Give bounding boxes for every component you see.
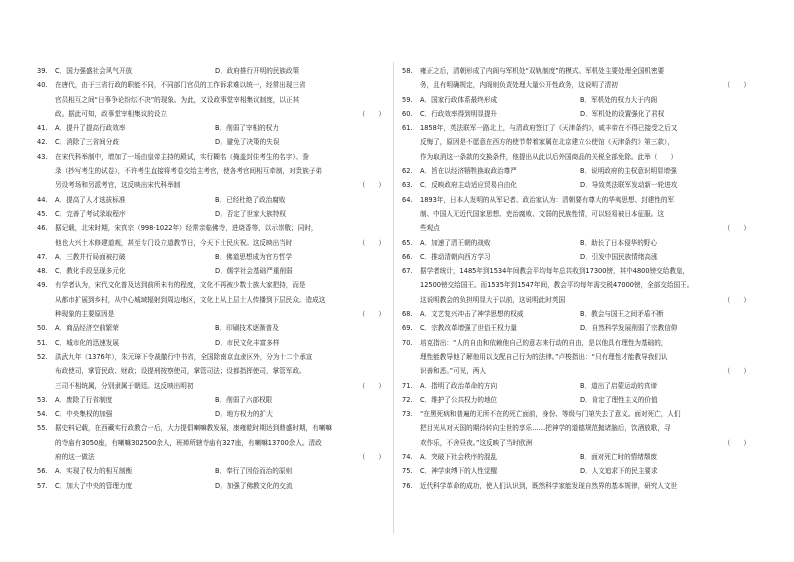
question-number: 58. (402, 67, 413, 75)
question-number: 63. (402, 181, 413, 190)
question-text: 据记载，北宋时期，宋真宗（998-1022年）经常亲临佛寺，进烧香等，以示崇敬；同时， (55, 224, 318, 233)
question-text: 在唐代，由于三省行政的职能不同，不同部门官员的工作诉求难以统一，经常出现三省 (55, 81, 306, 90)
question-line (37, 64, 391, 78)
question-text: 作为取消这一条款的交换条件，他提出从此以后外国商品的关税全部免除。此举（ ） (420, 152, 678, 161)
question-text: 有学者认为，宋代文化普及达到前所未有的程度，文化不再被少数士族大家把持，而是 (55, 281, 306, 290)
option-right: D．导致英法联军发动新一轮进攻 (580, 181, 678, 190)
option-right: D．政府推行开明的民族政策 (215, 67, 300, 75)
option-right: B．已经杜绝了政治腐败 (215, 195, 286, 204)
question-number: 43. (37, 152, 48, 161)
option-left: A．指明了政治革命的方向 (420, 381, 498, 390)
question-text: 务，且有明确规定，内阁则负责处理大量公开性政务，这说明了清初 (420, 81, 618, 90)
question-text: “在黑死病和普遍的无所不在的死亡面前，身份、等级与门第失去了意义。面对死亡，人们 (420, 410, 681, 419)
question-text: 府的这一做法 (55, 453, 95, 462)
question-number: 68. (402, 310, 413, 319)
answer-blank: （ ） (358, 453, 385, 462)
question-number: 76. (402, 481, 413, 490)
question-line (402, 135, 756, 149)
option-left: C．反映政府主动适应贸易自由化 (420, 181, 517, 190)
answer-blank: （ ） (358, 181, 385, 190)
question-line (402, 250, 756, 264)
option-right: B．面对死亡时的情绪颓废 (580, 453, 658, 462)
option-right: B．奉行了因俗而治的原则 (215, 467, 293, 476)
question-number: 70. (402, 338, 413, 347)
question-line (402, 421, 756, 435)
question-line (37, 93, 391, 107)
question-line (402, 321, 756, 335)
question-line (37, 121, 391, 135)
option-left: A．加速了清王朝的战败 (420, 238, 491, 247)
question-number: 39. (37, 67, 48, 75)
question-line (37, 293, 391, 307)
answer-blank: （ ） (723, 367, 750, 376)
question-text: 1893年，日本人发明的从军记者、政治家认为：清朝要有尊大的华夷思想、封建性的军 (420, 195, 675, 204)
question-number: 64. (402, 195, 413, 204)
question-number: 44. (37, 195, 48, 204)
question-text: 1858年，英法联军一路北上，与清政府签订了《天津条约》，咸丰帝在不得已接受之后又 (420, 124, 678, 133)
question-line (402, 236, 756, 250)
question-line (402, 150, 756, 164)
option-right: D．加强了佛教文化的交流 (215, 481, 293, 490)
question-line (37, 250, 391, 264)
option-left: C．加大了中央的管理力度 (55, 481, 133, 490)
question-line (37, 450, 391, 464)
option-right: D．肯定了理性主义的价值 (580, 395, 658, 404)
question-line (37, 207, 391, 221)
option-left: A．提高了人才选拔标准 (55, 195, 126, 204)
question-text: 理性能教导他了解他用以支配自己行为的法律。”卢梭指出：“只有理性才能教导我们认 (420, 352, 668, 361)
question-line (37, 407, 391, 421)
question-text: 把目光从对天国的期待转向尘世的享乐……把神学的道德规范抛诸脑后，饮酒放歌，寻 (420, 424, 671, 433)
question-number: 59. (402, 95, 413, 104)
left-column (37, 64, 391, 493)
question-number: 52. (37, 352, 48, 361)
option-left: C．城市化的迅速发展 (55, 338, 119, 347)
answer-blank: （ ） (358, 238, 385, 247)
option-right: B．削弱了六部权限 (215, 395, 273, 404)
question-line (402, 164, 756, 178)
question-number: 40. (37, 81, 48, 90)
question-text: 另设考场和另派考官，这反映出宋代科举制 (55, 181, 181, 190)
question-line (37, 193, 391, 207)
option-left: C．教化手段呈现多元化 (55, 267, 126, 276)
option-right: D．市民文化丰富多样 (215, 338, 280, 347)
question-text: 从都市扩展到乡村，从中心城域辐射到周边地区，文化上从上层士人传播到下层民众。造成这 (55, 295, 326, 304)
question-text: 12500镑交给国王。而1535年到1547年间，教会平均每年需交税47000镑，全部交给国王。 (420, 281, 694, 290)
question-text: 洪武九年（1376年），朱元璋下令裁撤行中书省，全国除南京直隶区外，分为十二个承宣 (55, 352, 313, 361)
question-number: 49. (37, 281, 48, 290)
question-line (402, 479, 756, 493)
option-right: B．助长了日本侵华的野心 (580, 238, 658, 247)
question-line (402, 78, 756, 92)
option-left: C．完善了考试录取程序 (55, 209, 126, 218)
question-text: 布政使司，掌管民政、财政；设提刑按察使司，掌管司法；设都指挥使司，掌管军政。 (55, 367, 306, 376)
option-right: B．说明政府的主权意识明显增强 (580, 167, 677, 176)
question-text: 三司不相统属，分别隶属于朝廷。这反映出明初 (55, 381, 194, 390)
option-right: B．佛道思想成为官方哲学 (215, 252, 293, 261)
question-number: 55. (37, 424, 48, 433)
answer-blank: （ ） (723, 81, 750, 90)
question-line (37, 379, 391, 393)
answer-blank: （ ） (723, 224, 750, 233)
question-number: 56. (37, 467, 48, 476)
option-right: D．儒学社会基础严重削弱 (215, 267, 293, 276)
question-line (402, 364, 756, 378)
question-line (37, 78, 391, 92)
question-number: 62. (402, 167, 413, 176)
question-line (37, 364, 391, 378)
answer-blank: （ ） (358, 310, 385, 319)
question-line (37, 150, 391, 164)
question-text: 欢作乐，不舍昼夜。”这反映了当时欧洲 (420, 438, 533, 447)
question-number: 66. (402, 252, 413, 261)
question-line (37, 421, 391, 435)
question-number: 65. (402, 238, 413, 247)
option-left: C．行政效率得到明显提升 (420, 109, 498, 118)
question-number: 75. (402, 467, 413, 476)
question-text: 官员相互之间“日事争论纷纭不决”的现象。为此，又设政事堂宰相集议制度，以正其 (55, 95, 300, 104)
question-line (37, 278, 391, 292)
question-line (37, 107, 391, 121)
option-left: A．实现了权力的相互制衡 (55, 467, 133, 476)
question-line (37, 236, 391, 250)
question-line (37, 221, 391, 235)
option-right: D．避免了决策的失误 (215, 138, 280, 147)
option-right: D．人文追求下的民主要求 (580, 467, 658, 476)
question-number: 48. (37, 267, 48, 276)
option-left: C．维护了公共权力的地位 (420, 395, 498, 404)
question-line (402, 307, 756, 321)
option-left: A．突破下社会秩序的混乱 (420, 453, 498, 462)
question-line (402, 264, 756, 278)
question-line (402, 336, 756, 350)
question-number: 61. (402, 124, 413, 133)
question-line (402, 221, 756, 235)
option-right: B．印刷技术逐渐普及 (215, 324, 279, 333)
question-line (402, 278, 756, 292)
question-number: 51. (37, 338, 48, 347)
question-text: 制、中国人无近代国家思想、吏治腐败、文弱的民族性情，可以轻易被日本征服。这 (420, 209, 664, 218)
option-left: A．三教并行局面被打破 (55, 252, 126, 261)
question-number: 71. (402, 381, 413, 390)
question-number: 72. (402, 395, 413, 404)
question-line (402, 207, 756, 221)
option-left: C．中央集权的加强 (55, 410, 113, 419)
question-text: 据史料记载，在西藏实行政教合一后，大力提倡喇嘛教发展，康雍乾时期达到鼎盛时期，有喇嘛 (55, 424, 332, 433)
answer-blank: （ ） (723, 438, 750, 447)
option-left: A．文艺复兴冲击了神学思想的权威 (420, 310, 524, 319)
question-number: 50. (37, 324, 48, 333)
question-number: 57. (37, 481, 48, 490)
option-left: C．消除了三省间分歧 (55, 138, 119, 147)
option-right: B．道出了启蒙运动的真谛 (580, 381, 658, 390)
question-number: 45. (37, 209, 48, 218)
option-right: B．军机处的权力大于内阁 (580, 95, 658, 104)
question-line (37, 464, 391, 478)
question-number: 60. (402, 109, 413, 118)
option-right: B．削弱了宰相的权力 (215, 124, 279, 133)
question-line (402, 379, 756, 393)
question-text: 录（抄写考生的试卷），不许考生直接将考卷交给主考官，使各考官间相互牵制，对贵族子弟 (55, 167, 323, 176)
question-line (402, 293, 756, 307)
question-text: 据学者统计，1485年到1534年间教会平均每年总共收到17300镑，其中4800镑交给教皇， (420, 267, 690, 276)
question-number: 67. (402, 267, 413, 276)
option-right: D．自然科学发展削弱了宗教信仰 (580, 324, 678, 333)
question-line (402, 107, 756, 121)
question-text: 种现象的主要原因是 (55, 310, 115, 319)
question-line (37, 264, 391, 278)
question-text: 政。据此可知，政事堂宰相集议的设立 (55, 109, 168, 118)
question-line (37, 135, 391, 149)
question-line (37, 479, 391, 493)
question-line (402, 407, 756, 421)
question-line (37, 436, 391, 450)
question-line (402, 436, 756, 450)
question-line (402, 93, 756, 107)
option-left: C．国力强盛社会风气开放 (55, 67, 133, 75)
question-text: 这说明教会的负担明显大于以前，这说明此时英国 (420, 295, 566, 304)
question-line (37, 307, 391, 321)
option-right: D．地方权力的扩大 (215, 410, 273, 419)
question-number: 42. (37, 138, 48, 147)
question-line (37, 164, 391, 178)
answer-blank: （ ） (723, 295, 750, 304)
option-left: A．旨在以经济牺牲换取政治尊严 (420, 167, 517, 176)
question-line (37, 336, 391, 350)
option-left: C．宗教改革增强了世俗王权力量 (420, 324, 517, 333)
option-right: D．否定了世家大族特权 (215, 209, 287, 218)
option-left: A．商品经济空前繁荣 (55, 324, 119, 333)
question-line (37, 178, 391, 192)
option-left: A．提升了提高行政效率 (55, 124, 126, 133)
answer-blank: （ ） (358, 381, 385, 390)
question-line (402, 450, 756, 464)
question-number: 41. (37, 124, 48, 133)
question-number: 73. (402, 410, 413, 419)
question-number: 46. (37, 224, 48, 233)
question-text: 的寺庙有3050座，有喇嘛302500余人，班禅所辖寺庙有327座，有喇嘛13700余人。清政 (55, 438, 322, 447)
answer-blank: （ ） (358, 109, 385, 118)
question-line (37, 393, 391, 407)
option-left: A．废除了行省制度 (55, 395, 113, 404)
question-text: 培克指出：“人的自由和依赖他自己的意志来行动的自由，是以他具有理性为基础的， (420, 338, 668, 347)
question-line (402, 121, 756, 135)
question-line (402, 193, 756, 207)
question-number: 47. (37, 252, 48, 261)
question-text: 他也大兴土木修建道观，甚至专门设立道教节日，今天下士民庆祝。这反映出当时 (55, 238, 293, 247)
question-number: 53. (37, 395, 48, 404)
question-line (37, 321, 391, 335)
question-number: 54. (37, 410, 48, 419)
option-left: A．国家行政体系最终形成 (420, 95, 498, 104)
option-left: C．神学束缚下的人性觉醒 (420, 467, 498, 476)
question-text: 雍正之后，清朝形成了内阁与军机处“双轨制度”的模式。军机处主要处理全国机密要 (420, 67, 665, 75)
question-line (402, 64, 756, 78)
question-line (402, 464, 756, 478)
question-number: 69. (402, 324, 413, 333)
question-text: 近代科学革命的成功，使人们认识到，既然科学家能发现自然界的基本规律，研究人文世 (420, 481, 678, 490)
question-line (402, 393, 756, 407)
question-number: 74. (402, 453, 413, 462)
right-column (402, 64, 756, 493)
question-line (37, 350, 391, 364)
question-text: 识善和恶。”可见，两人 (420, 367, 487, 376)
question-text: 在宋代科举制中，增加了一场由皇帝主持的殿试，实行糊名（掩盖封住考生的名字）、誊 (55, 152, 309, 161)
question-text: 反悔了，原因是不愿意在西方的使节带着家属在北京建立公使馆《天津条约》第三款）， (420, 138, 674, 147)
question-text: 些观点 (420, 224, 440, 233)
option-right: D．军机处的设置强化了君权 (580, 109, 665, 118)
column-divider (393, 62, 394, 534)
question-line (402, 178, 756, 192)
option-left: C．推动清朝向西方学习 (420, 252, 491, 261)
question-line (402, 350, 756, 364)
option-right: D．引发中国民族情绪高涨 (580, 252, 658, 261)
option-right: B．教会与国王之间矛盾不断 (580, 310, 664, 319)
